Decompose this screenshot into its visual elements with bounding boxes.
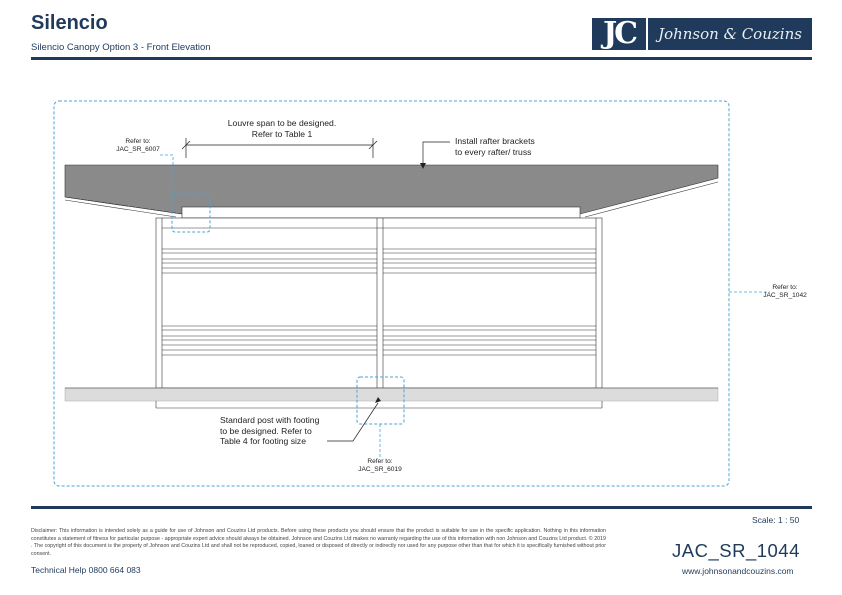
technical-help: Technical Help 0800 664 083 — [31, 565, 141, 575]
front-beam — [182, 207, 580, 218]
page-subtitle: Silencio Canopy Option 3 - Front Elevation — [31, 42, 211, 53]
post-footing-note-line2: to be designed. Refer to — [220, 425, 312, 436]
website-link[interactable]: www.johnsonandcouzins.com — [682, 566, 794, 576]
refer-label-6007-line1: Refer to: — [125, 138, 151, 145]
refer-label-6007-line2: JAC_SR_6007 — [116, 146, 160, 153]
page-title: Silencio — [31, 12, 108, 34]
rafter-bracket-note-line2: to every rafter/ truss — [455, 146, 532, 157]
post-footing-note — [220, 415, 319, 447]
drawing-number: JAC_SR_1044 — [672, 540, 800, 561]
louvre-span-note-line2: Refer to Table 1 — [251, 128, 313, 139]
logo-mark: JC — [592, 18, 646, 50]
louvre-dimension — [182, 138, 377, 158]
refer-label-1042-line2: JAC_SR_1042 — [763, 292, 807, 299]
roof — [65, 165, 718, 214]
rafter-leader — [423, 142, 450, 168]
post-footing-note-line3: Table 4 for footing size — [220, 436, 306, 446]
refer-label-6019-line2: JAC_SR_6019 — [358, 466, 402, 473]
louvre-span-note — [200, 118, 364, 139]
rafter-bracket-note-line1: Install rafter brackets — [455, 136, 535, 146]
disclaimer-text: Disclaimer: This information is intended solely as a guide for use of Johnson and Couzins Ltd products. Before using these products you should ensure that the product is suitable for use in the specific application. Nothing in this information constitutes a statement of fitness for particular purpose - appropriate expert advice should always be obtained. Johnson and Couzins Ltd makes no warranty regarding the use of this information with non Johnson and Couzins Ltd product. © 2019 . The copyright of this document is the property of Johnson and Couzins Ltd and shall not be reproduced, copied, loaned or disposed of directly or indirectly nor used for any purpose other than that for which it is specifically furnished without prior consent. — [31, 528, 606, 557]
refer-label-1042-line1: Refer to: — [772, 284, 798, 291]
louvre-span-note-line1: Louvre span to be designed. — [227, 118, 337, 128]
ground-slab — [65, 388, 718, 401]
refer-label-6007 — [108, 138, 168, 154]
post-footing-note-line1: Standard post with footing — [220, 415, 320, 425]
footer-rule — [31, 506, 812, 509]
refer-label-6019-line1: Refer to: — [367, 458, 393, 465]
canopy-frame — [156, 218, 602, 388]
drawing-scale: Scale: 1 : 50 — [752, 515, 800, 525]
post-leader — [327, 403, 378, 441]
refer-label-1042 — [752, 284, 818, 300]
logo-wordmark: Johnson & Couzins — [648, 18, 812, 50]
refer-label-6019 — [348, 458, 412, 474]
rafter-bracket-note — [455, 136, 535, 157]
